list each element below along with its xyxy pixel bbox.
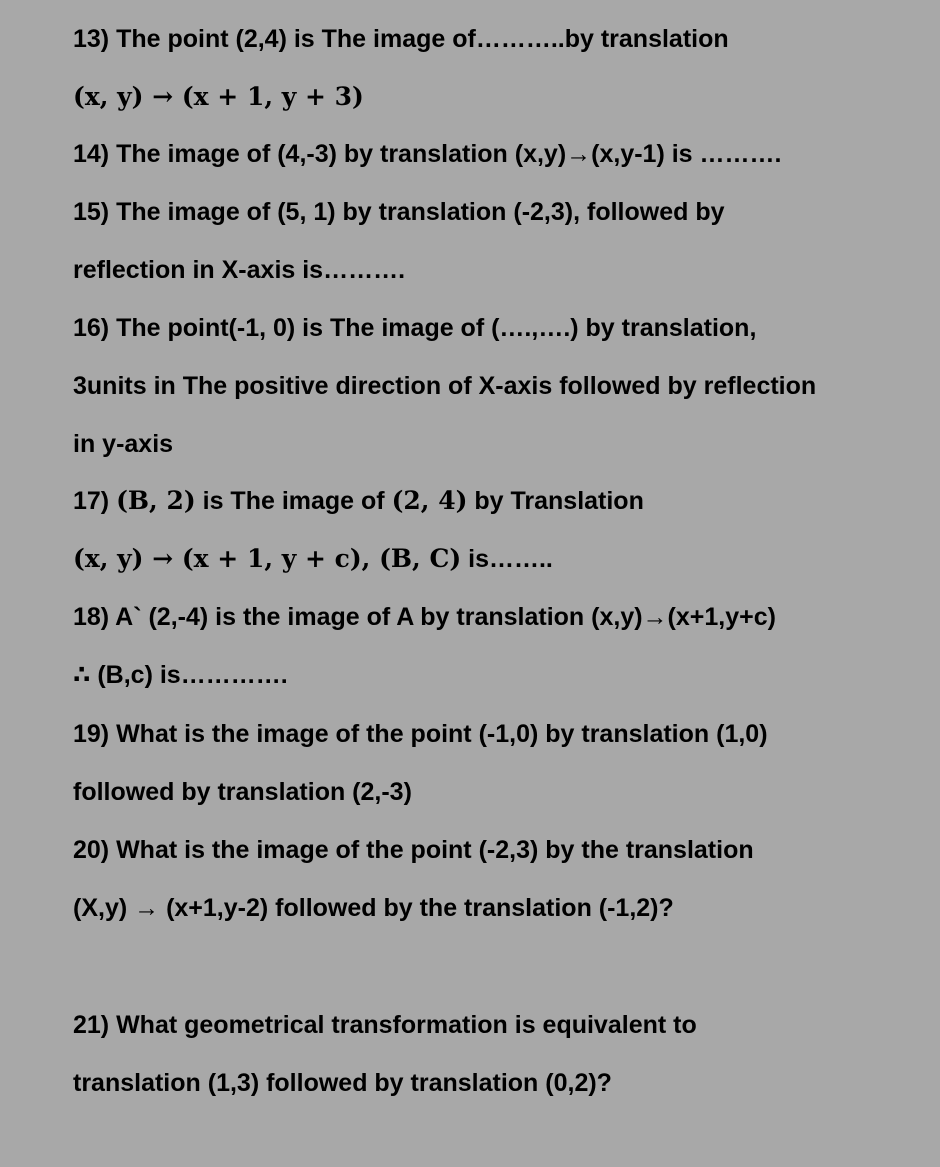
q16-line2: 3units in The positive direction of X-axis followed by reflection bbox=[73, 372, 817, 400]
q20-line1: 20) What is the image of the point (-2,3) by the translation bbox=[73, 836, 754, 864]
q17-math-point-b2: (B, 2) bbox=[116, 486, 196, 515]
q17-mid: is The image of bbox=[195, 487, 392, 515]
q17-line2 bbox=[73, 530, 553, 588]
q21-line2: translation (1,3) followed by translation (0,2)? bbox=[73, 1069, 612, 1097]
q15-line1: 15) The image of (5, 1) by translation (-2,3), followed by bbox=[73, 198, 725, 226]
q13-line2-formula: (x, y) → (x + 1, y + 3) bbox=[73, 82, 364, 111]
q17-math-formula: (x, y) → (x + 1, y + c), (B, C) bbox=[73, 544, 462, 573]
q15-line2: reflection in X-axis is………. bbox=[73, 256, 406, 284]
q19-line1: 19) What is the image of the point (-1,0) by translation (1,0) bbox=[73, 720, 768, 748]
q17-line2-suffix: is…….. bbox=[461, 545, 553, 573]
q20-line2: (X,y) → (x+1,y-2) followed by the translation (-1,2)? bbox=[73, 894, 674, 922]
q17-math-point-24: (2, 4) bbox=[391, 486, 468, 515]
q18-line1: 18) A` (2,-4) is the image of A by translation (x,y)→(x+1,y+c) bbox=[73, 603, 776, 631]
q17-prefix: 17) bbox=[73, 487, 117, 515]
q19-line2: followed by translation (2,-3) bbox=[73, 778, 412, 806]
q14-line1: 14) The image of (4,-3) by translation (x,y)→(x,y-1) is ………. bbox=[73, 140, 782, 168]
q21-line1: 21) What geometrical transformation is equivalent to bbox=[73, 1011, 697, 1039]
q17-suffix: by Translation bbox=[467, 487, 644, 515]
q18-line2: ∴ (B,c) is…………. bbox=[73, 661, 288, 689]
q13-line1: 13) The point (2,4) is The image of………..by translation bbox=[73, 25, 729, 53]
q16-line3: in y-axis bbox=[73, 430, 174, 458]
q17-line1 bbox=[73, 472, 644, 530]
q16-line1: 16) The point(-1, 0) is The image of (….,….) by translation, bbox=[73, 314, 757, 342]
